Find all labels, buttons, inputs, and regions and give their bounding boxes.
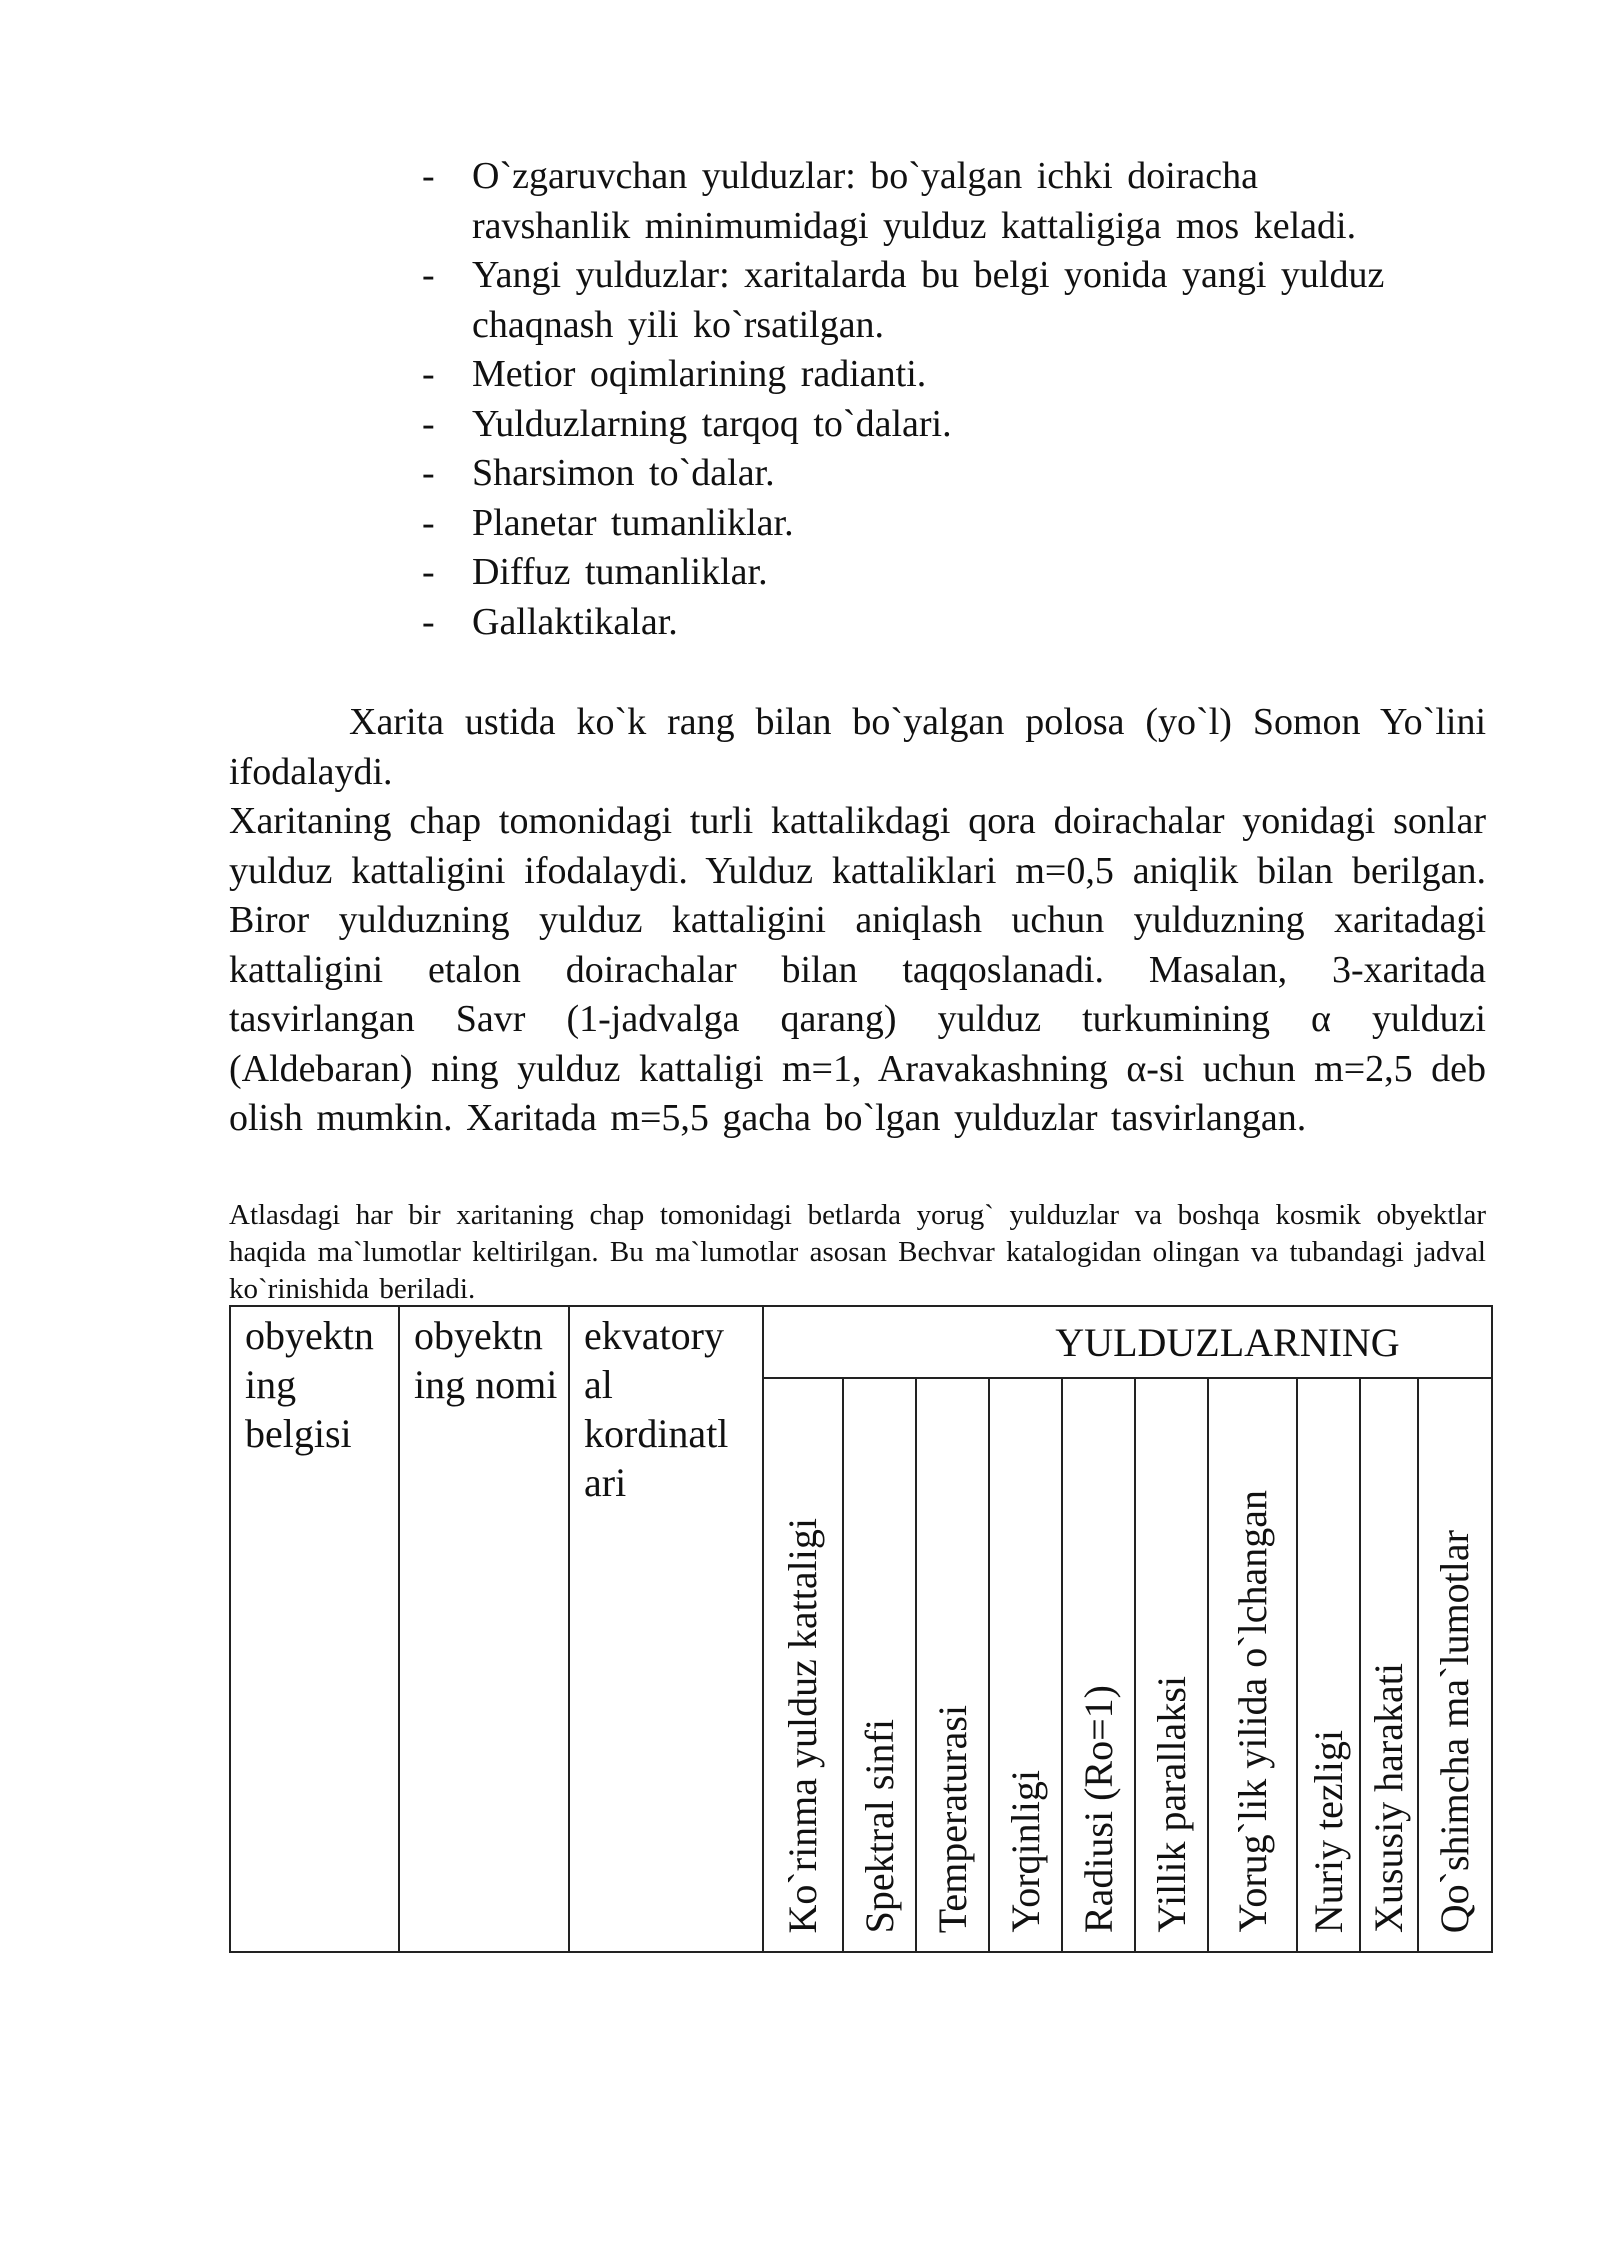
subheader-label: Temperaturasi [929, 1704, 975, 1933]
bullet-list [422, 152, 1402, 647]
subheader-cell [916, 1378, 989, 1952]
subheader-label: Ko`rinma yulduz kattaligi [780, 1517, 825, 1933]
bullet-text: Yulduzlarning tarqoq to`dalari. [472, 402, 952, 445]
bullet-dash: - [422, 353, 435, 395]
bullet-dash: - [422, 402, 435, 445]
subheader-label: Spektral sinfi [856, 1718, 902, 1933]
bullet-text: Sharsimon to`dalar. [472, 452, 775, 494]
catalog-table [229, 1305, 1493, 1953]
paragraph-star-magnitudes: Xaritaning chap tomonidagi turli kattalikdagi qora doirachalar yonidagi sonlar yulduz kattaligini ifodalaydi. Yulduz kattaliklari m=0,5 aniqlik bilan berilgan. Biror yulduzning yulduz kattaligini aniqlash uchun yulduzning xaritadagi kattaligini etalon doirachalar bilan taqqoslanadi. Masalan, 3-xaritada tasvirlangan Savr (1-jadvalga qarang) yulduz turkumining α yulduzi (Aldebaran) ning yulduz kattaligi m=1, Aravakashning α-si uchun m=2,5 deb olish mumkin. Xaritada m=5,5 gacha bo`lgan yulduzlar tasvirlangan. [229, 800, 1486, 1139]
subheader-cell [1062, 1378, 1135, 1952]
header-object-name: obyektn ing nomi [399, 1306, 569, 1952]
subheader-cell [1360, 1378, 1418, 1952]
subheader-label: Qo`shimcha ma`lumotlar [1432, 1529, 1477, 1933]
subheader-label: Yorug`lik yilida o`lchangan [1229, 1490, 1275, 1933]
bullet-dash: - [422, 600, 435, 643]
bullet-item [422, 152, 1402, 251]
bullet-text: Diffuz tumanliklar. [472, 551, 768, 593]
bullet-text: Planetar tumanliklar. [472, 501, 794, 544]
subheader-cell [763, 1378, 843, 1952]
subheader-label: Yillik parallaksi [1148, 1676, 1194, 1933]
subheader-cell [989, 1378, 1062, 1952]
bullet-text: O`zgaruvchan yulduzlar: bo`yalgan ichki doiracha ravshanlik minimumidagi yulduz kattaligiga mos keladi. [472, 155, 1357, 247]
subheader-cell [1418, 1378, 1492, 1952]
bullet-text: Yangi yulduzlar: xaritalarda bu belgi yonida yangi yulduz chaqnash yili ko`rsatilgan. [472, 254, 1385, 346]
subheader-label: Yorqinligi [1002, 1770, 1048, 1933]
bullet-text: Metior oqimlarining radianti. [472, 353, 927, 395]
bullet-item [422, 400, 1402, 450]
header-equatorial-coordinates: ekvatory al kordinatl ari [569, 1306, 763, 1952]
subheader-label: Radiusi (Ro=1) [1075, 1684, 1121, 1933]
bullet-dash: - [422, 254, 435, 296]
subheader-cell [1208, 1378, 1297, 1952]
header-object-symbol: obyektn ing belgisi [230, 1306, 399, 1952]
paragraph-milky-way: Xarita ustida ko`k rang bilan bo`yalgan polosa (yo`l) Somon Yo`lini ifodalaydi. [229, 701, 1486, 793]
bullet-dash: - [422, 501, 435, 544]
bullet-item [422, 499, 1402, 549]
bullet-item [422, 548, 1402, 598]
bullet-item [422, 251, 1402, 350]
bullet-item [422, 350, 1402, 400]
header-stars-group: YULDUZLARNING [763, 1306, 1492, 1378]
bullet-dash: - [422, 452, 435, 494]
bullet-item [422, 598, 1402, 648]
bullet-dash: - [422, 155, 435, 197]
bullet-text: Gallaktikalar. [472, 600, 678, 643]
bullet-item [422, 449, 1402, 499]
subheader-cell [1297, 1378, 1360, 1952]
paragraph-atlas-note: Atlasdagi har bir xaritaning chap tomonidagi betlarda yorug` yulduzlar va boshqa kosmik obyektlar haqida ma`lumotlar keltirilgan. Bu ma`lumotlar asosan Bechvar katalogidan olingan va tubandagi jadval ko`rinishida beriladi. [229, 1199, 1486, 1305]
subheader-label: Xususiy harakati [1366, 1663, 1411, 1933]
table-header-row [230, 1306, 1492, 1378]
subheader-label: Nuriy tezligi [1305, 1729, 1351, 1933]
subheader-cell [1135, 1378, 1208, 1952]
subheader-cell [843, 1378, 916, 1952]
bullet-dash: - [422, 551, 435, 593]
